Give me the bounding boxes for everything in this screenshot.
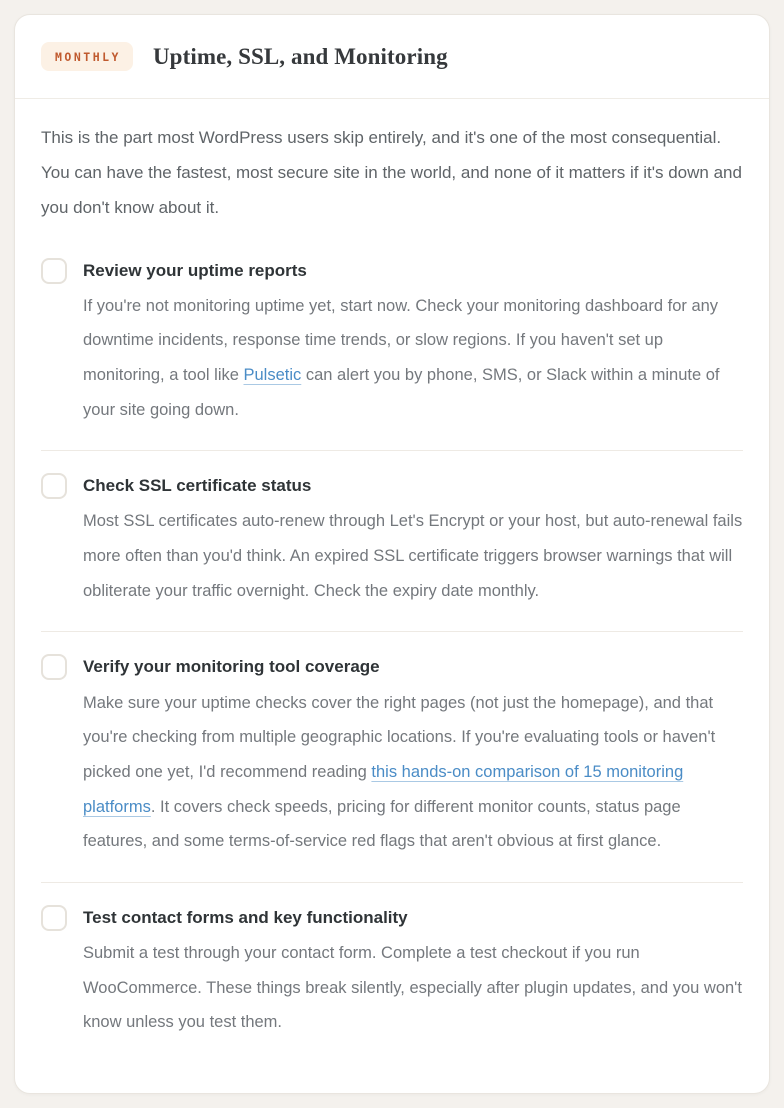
inline-link[interactable]: this hands-on comparison of 15 monitoring platforms xyxy=(83,762,684,816)
card-header xyxy=(15,15,769,99)
intro-paragraph: This is the part most WordPress users skip entirely, and it's one of the most consequential. You can have the fastest, most secure site in the world, and none of it matters if it's down and you don't know about it. xyxy=(41,128,742,217)
checkbox[interactable] xyxy=(41,905,67,931)
checklist-card xyxy=(14,14,770,1094)
checklist-item xyxy=(41,236,743,451)
inline-link[interactable]: Pulsetic xyxy=(243,366,302,384)
description-text: If you're not monitoring uptime yet, start now. Check your monitoring dashboard for any downtime incidents, response time trends, or slow regions. If you haven't set up monitoring, a tool like xyxy=(83,296,719,384)
item-title: Review your uptime reports xyxy=(83,260,307,280)
frequency-badge: MONTHLY xyxy=(41,42,133,71)
item-description xyxy=(83,686,743,859)
checklist xyxy=(41,236,743,1063)
page-title: Uptime, SSL, and Monitoring xyxy=(152,43,448,69)
description-text: Make sure your uptime checks cover the right pages (not just the homepage), and that you're checking from multiple geographic locations. If you're evaluating tools or haven't picked one yet, I'd recommend reading xyxy=(83,693,716,781)
checkbox[interactable] xyxy=(41,473,67,499)
description-text: . It covers check speeds, pricing for different monitor counts, status page features, and some terms-of-service red flags that aren't obvious at first glance. xyxy=(83,797,681,851)
description-text: Most SSL certificates auto-renew through Let's Encrypt or your host, but auto-renewal fails more often than you'd think. An expired SSL certificate triggers browser warnings that will obliterate your traffic overnight. Check the expiry date monthly. xyxy=(83,512,743,600)
checkbox[interactable] xyxy=(41,258,67,284)
card-body xyxy=(15,99,769,1093)
description-text: can alert you by phone, SMS, or Slack within a minute of your site going down. xyxy=(83,366,720,419)
checkbox[interactable] xyxy=(41,654,67,680)
checklist-item xyxy=(41,631,743,881)
item-title: Verify your monitoring tool coverage xyxy=(83,657,380,677)
checklist-item xyxy=(41,450,743,631)
item-description xyxy=(83,936,743,1040)
item-title: Check SSL certificate status xyxy=(83,476,312,496)
item-description xyxy=(83,289,743,428)
description-text: Submit a test through your contact form. Complete a test checkout if you run WooCommerce. These things break silently, especially after plugin updates, and you won't know unless you test them. xyxy=(83,943,742,1032)
checklist-item xyxy=(41,882,743,1063)
item-title: Test contact forms and key functionality xyxy=(83,907,408,927)
item-description xyxy=(83,504,743,608)
